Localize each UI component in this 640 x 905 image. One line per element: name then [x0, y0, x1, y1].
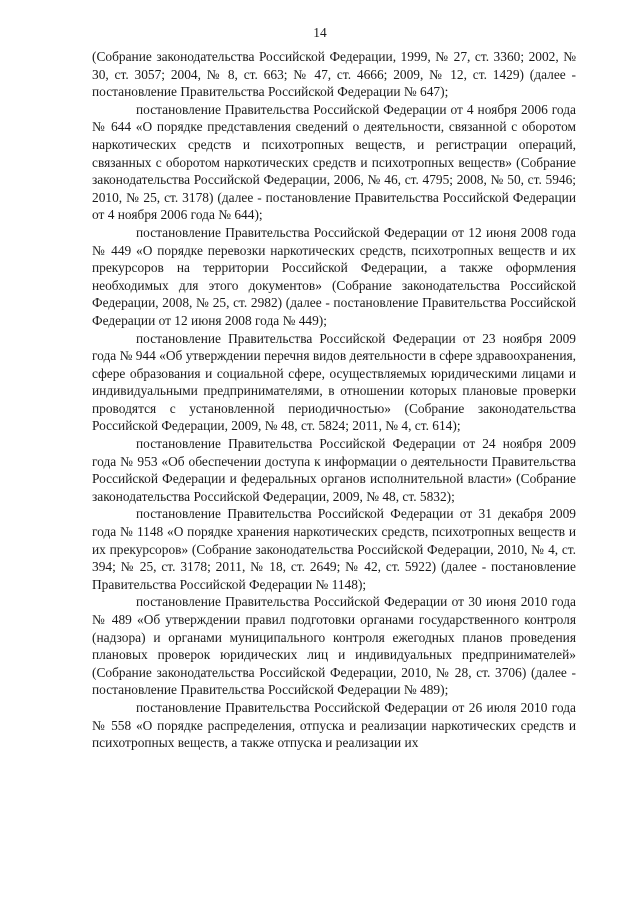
paragraph-decree-644: постановление Правительства Российской Федерации от 4 ноября 2006 года № 644 «О порядке представления сведений о деятельности, связанной с оборотом наркотических средств и психотропных веществ, и регистрации операций, связанных с оборотом наркотических средств и психотропных веществ» (Собрание законодательства Российской Федерации, 2006, № 46, ст. 4795; 2008, № 50, ст. 5946; 2010, № 25, ст. 3178) (далее - постановление Правительства Российской Федерации от 4 ноября 2006 года № 644);	[92, 101, 576, 223]
page-number: 14	[313, 25, 327, 40]
paragraph-decree-558: постановление Правительства Российской Федерации от 26 июля 2010 года № 558 «О порядке распределения, отпуска и реализации наркотических средств и психотропных веществ, а также отпуска и реализации их	[92, 699, 576, 751]
paragraph-decree-953: постановление Правительства Российской Федерации от 24 ноября 2009 года № 953 «Об обеспечении доступа к информации о деятельности Правительства Российской Федерации и федеральных органов исполнительной власти» (Собрание законодательства Российской Федерации, 2009, № 48, ст. 5832);	[92, 436, 576, 504]
paragraph-continuation: (Собрание законодательства Российской Федерации, 1999, № 27, ст. 3360; 2002, № 30, ст. 3057; 2004, № 8, ст. 663; № 47, ст. 4666; 2009, № 12, ст. 1429) (далее - постановление Правительства Российской Федерации № 647);	[92, 49, 576, 100]
paragraph-decree-489: постановление Правительства Российской Федерации от 30 июня 2010 года № 489 «Об утверждении правил подготовки органами государственного контроля (надзора) и органами муниципального контроля ежегодных планов проведения плановых проверок юридических лиц и индивидуальных предпринимателей» (Собрание законодательства Российской Федерации, 2010, № 28, ст. 3706) (далее - постановление Правительства Российской Федерации № 489);	[92, 594, 576, 698]
paragraph-decree-1148: постановление Правительства Российской Федерации от 31 декабря 2009 года № 1148 «О порядке хранения наркотических средств, психотропных веществ и их прекурсоров» (Собрание законодательства Российской Федерации, 2010, № 4, ст. 394; № 25, ст. 3178; 2011, № 18, ст. 2649; № 42, ст. 5922) (далее - постановление Правительства Российской Федерации № 1148);	[92, 506, 576, 592]
paragraph-decree-449: постановление Правительства Российской Федерации от 12 июня 2008 года № 449 «О порядке перевозки наркотических средств, психотропных веществ и их прекурсоров на территории Российской Федерации, а также оформления необходимых для этого документов» (Собрание законодательства Российской Федерации, 2008, № 25, ст. 2982) (далее - постановление Правительства Российской Федерации от 12 июня 2008 года № 449);	[92, 224, 576, 328]
document-body	[92, 48, 576, 752]
paragraph-decree-944: постановление Правительства Российской Федерации от 23 ноября 2009 года № 944 «Об утверждении перечня видов деятельности в сфере здравоохранения, сфере образования и социальной сфере, осуществляемых юридическими лицами и индивидуальными предпринимателями, в отношении которых плановые проверки проводятся с установленной периодичностью» (Собрание законодательства Российской Федерации, 2009, № 48, ст. 5824; 2011, № 4, ст. 614);	[92, 330, 576, 434]
